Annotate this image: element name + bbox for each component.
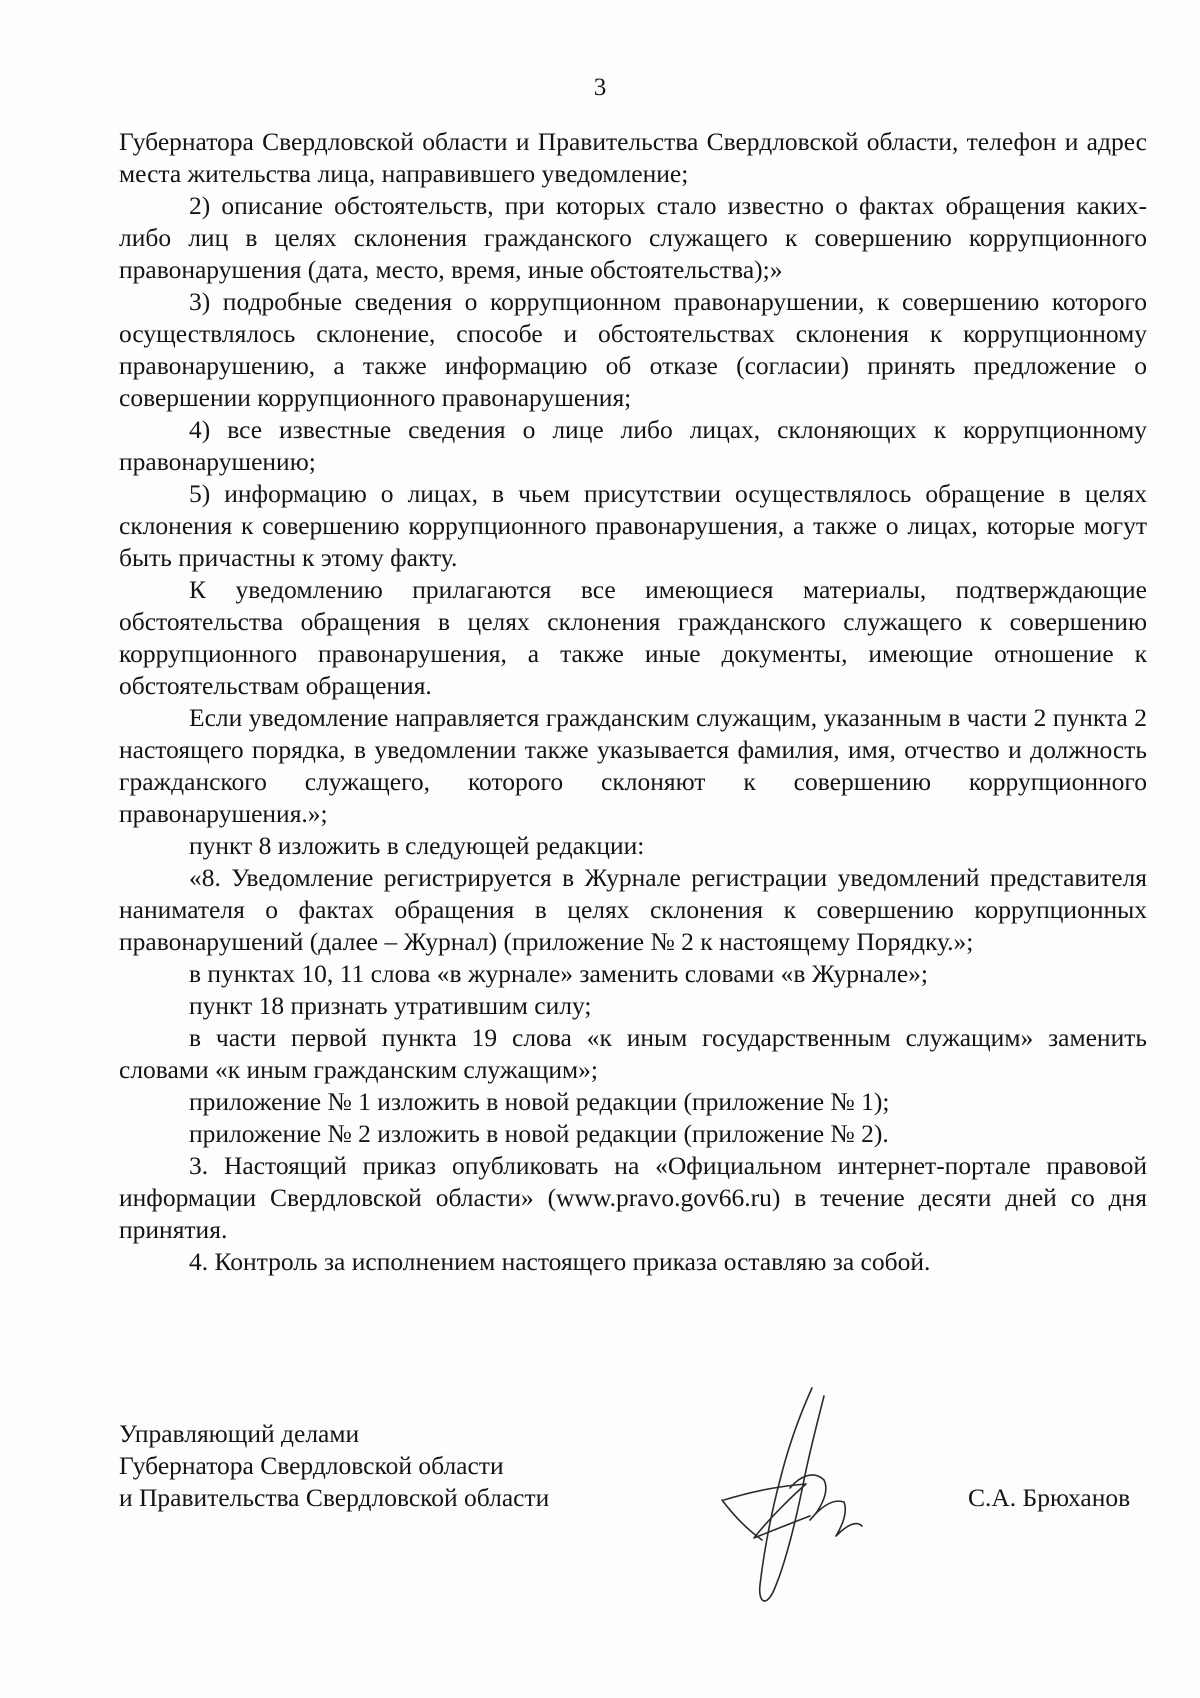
paragraph-13: приложение № 1 изложить в новой редакции (приложение № 1);	[189, 1087, 890, 1116]
paragraph-6: К уведомлению прилагаются все имеющиеся материалы, подтверждающие обстоятельства обращения в целях склонения гражданского служащего к совершению коррупционного правонарушения, а также иные документы, имеющие отношение к обстоятельствам обращения.	[119, 575, 1147, 700]
paragraph-1: Губернатора Свердловской области и Правительства Свердловской области, телефон и адрес места жительства лица, направившего уведомление;	[119, 127, 1147, 188]
paragraph-3: 3) подробные сведения о коррупционном правонарушении, к совершению которого осуществлялось склонение, способе и обстоятельствах склонения к коррупционному правонарушению, а также информацию об отказе (согласии) принять предложение о совершении коррупционного правонарушения;	[119, 287, 1147, 412]
signatory-position	[119, 1418, 549, 1514]
paragraph-12: в части первой пункта 19 слова «к иным государственным служащим» заменить словами «к иным гражданским служащим»;	[119, 1023, 1147, 1084]
paragraph-16: 4. Контроль за исполнением настоящего приказа оставляю за собой.	[189, 1247, 931, 1276]
paragraph-11: пункт 18 признать утратившим силу;	[189, 991, 592, 1020]
paragraph-9: «8. Уведомление регистрируется в Журнале регистрации уведомлений представителя нанимателя о фактах обращения в целях склонения к совершению коррупционных правонарушений (далее – Журнал) (приложение № 2 к настоящему Порядку.»;	[119, 863, 1147, 956]
handwritten-signature	[720, 1380, 880, 1620]
paragraph-7: Если уведомление направляется гражданским служащим, указанным в части 2 пункта 2 настоящего порядка, в уведомлении также указывается фамилия, имя, отчество и должность гражданского служащего, которого склоняют к совершению коррупционного правонарушения.»;	[119, 703, 1147, 828]
paragraph-15: 3. Настоящий приказ опубликовать на «Официальном интернет-портале правовой информации Свердловской области» (www.pravo.gov66.ru) в течение десяти дней со дня принятия.	[119, 1151, 1147, 1244]
paragraph-10: в пунктах 10, 11 слова «в журнале» заменить словами «в Журнале»;	[189, 959, 929, 988]
signatory-name: С.А. Брюханов	[968, 1483, 1131, 1512]
document-body	[119, 126, 1147, 1278]
signatory-position-line-3: и Правительства Свердловской области	[119, 1483, 550, 1512]
paragraph-4: 4) все известные сведения о лице либо лицах, склоняющих к коррупционному правонарушению;	[119, 415, 1147, 476]
paragraph-14: приложение № 2 изложить в новой редакции (приложение № 2).	[189, 1119, 889, 1148]
paragraph-2: 2) описание обстоятельств, при которых стало известно о фактах обращения каких-либо лиц в целях склонения гражданского служащего к совершению коррупционного правонарушения (дата, место, время, иные обстоятельства);»	[119, 191, 1147, 284]
page-number: 3	[593, 74, 607, 101]
paragraph-8: пункт 8 изложить в следующей редакции:	[189, 831, 645, 860]
signatory-position-line-2: Губернатора Свердловской области	[119, 1451, 504, 1480]
paragraph-5: 5) информацию о лицах, в чьем присутствии осуществлялось обращение в целях склонения к совершению коррупционного правонарушения, а также о лицах, которые могут быть причастны к этому факту.	[119, 479, 1147, 572]
signatory-position-line-1: Управляющий делами	[119, 1419, 360, 1448]
